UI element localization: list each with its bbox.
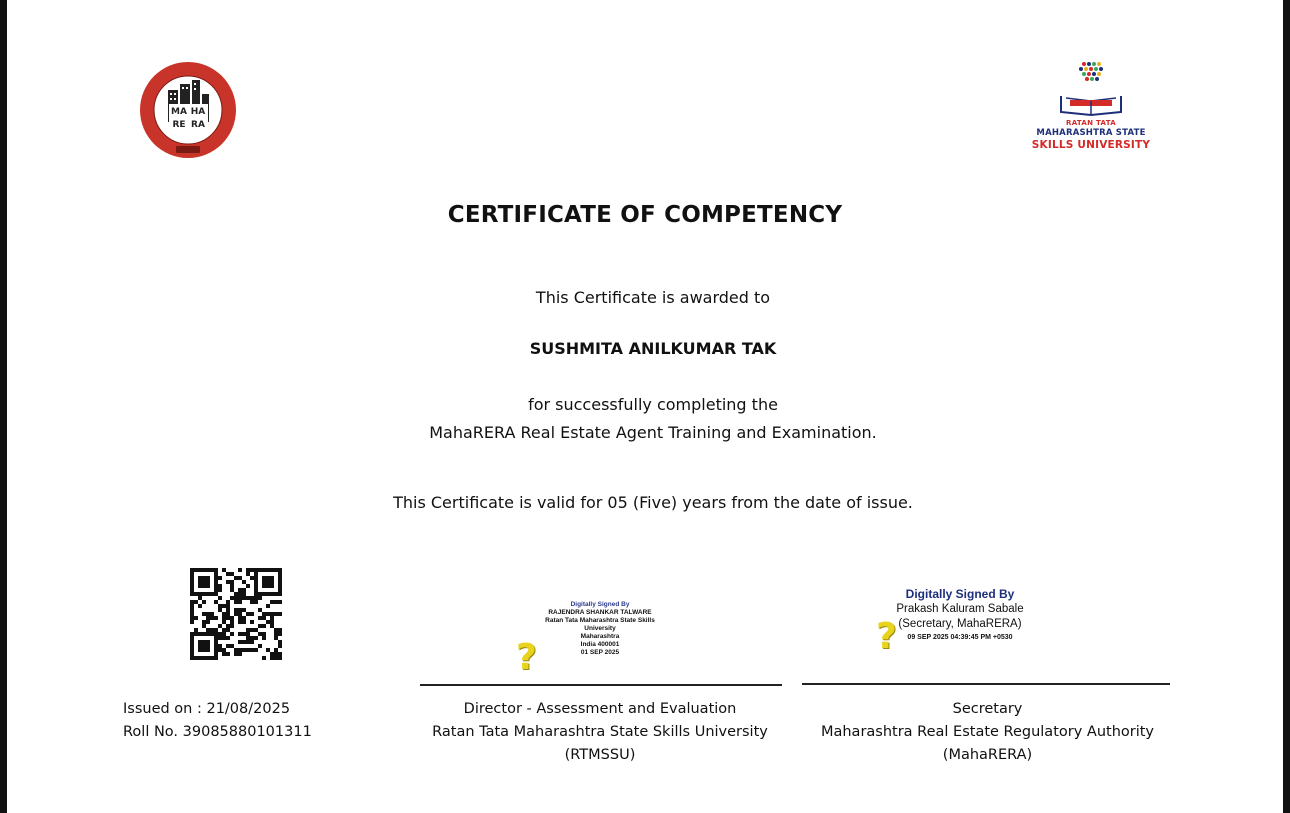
- digital-signature-secretary: [830, 586, 1090, 644]
- director-caption: [410, 698, 790, 767]
- caption-line: Secretary: [952, 701, 1023, 717]
- issued-on-date: Issued on : 21/08/2025: [123, 701, 291, 717]
- caption-line: Ratan Tata Maharashtra State Skills University: [432, 724, 768, 740]
- signer-name: Prakash Kaluram Sabale: [896, 603, 1024, 615]
- signature-validity-question-icon: ?: [876, 616, 897, 657]
- validity-statement: This Certificate is valid for 05 (Five) years from the date of issue.: [393, 493, 913, 512]
- caption-line: (RTMSSU): [564, 747, 636, 763]
- svg-text:HA: HA: [190, 107, 206, 117]
- signature-line: University: [584, 625, 616, 632]
- signer-role: (Secretary, MahaRERA): [898, 618, 1022, 630]
- rtmssu-logo-line1: RATAN TATA: [1066, 119, 1116, 127]
- issue-info: [123, 698, 312, 744]
- caption-line: (MahaRERA): [942, 747, 1033, 763]
- secretary-caption: [795, 698, 1180, 767]
- caption-line: Maharashtra Real Estate Regulatory Authority: [820, 724, 1155, 740]
- signature-validity-question-icon: ?: [516, 637, 537, 678]
- signature-line: 01 SEP 2025: [580, 649, 620, 656]
- signature-header: Digitally Signed By: [905, 587, 1015, 601]
- maharera-seal-logo: [138, 60, 238, 160]
- svg-text:RE: RE: [172, 120, 186, 130]
- signature-date: 09 SEP 2025 04:39:45 PM +0530: [907, 634, 1013, 641]
- completion-line-2: MahaRERA Real Estate Agent Training and Examination.: [429, 423, 877, 442]
- completion-line-1: for successfully completing the: [528, 395, 778, 414]
- awarded-to-text: This Certificate is awarded to: [535, 288, 771, 307]
- recipient-name: SUSHMITA ANILKUMAR TAK: [529, 339, 777, 358]
- caption-line: Director - Assessment and Evaluation: [463, 701, 737, 717]
- certificate-title: CERTIFICATE OF COMPETENCY: [447, 202, 843, 228]
- signature-line: India 400001: [580, 641, 620, 648]
- rtmssu-logo-line2: MAHARASHTRA STATE: [1036, 128, 1146, 138]
- rtmssu-logo: [1026, 58, 1156, 158]
- svg-text:RA: RA: [191, 120, 205, 130]
- roll-number: Roll No. 39085880101311: [123, 724, 312, 740]
- qr-code: [190, 568, 282, 660]
- svg-text:MA: MA: [171, 107, 187, 117]
- signature-line: Maharashtra: [580, 633, 620, 640]
- signature-header: Digitally Signed By: [570, 601, 630, 608]
- signature-line: Ratan Tata Maharashtra State Skills: [545, 617, 655, 624]
- signature-rule-secretary: [802, 683, 1170, 685]
- signature-rule-director: [420, 684, 782, 686]
- rtmssu-logo-line3: SKILLS UNIVERSITY: [1031, 139, 1151, 151]
- signature-line: RAJENDRA SHANKAR TALWARE: [548, 609, 652, 616]
